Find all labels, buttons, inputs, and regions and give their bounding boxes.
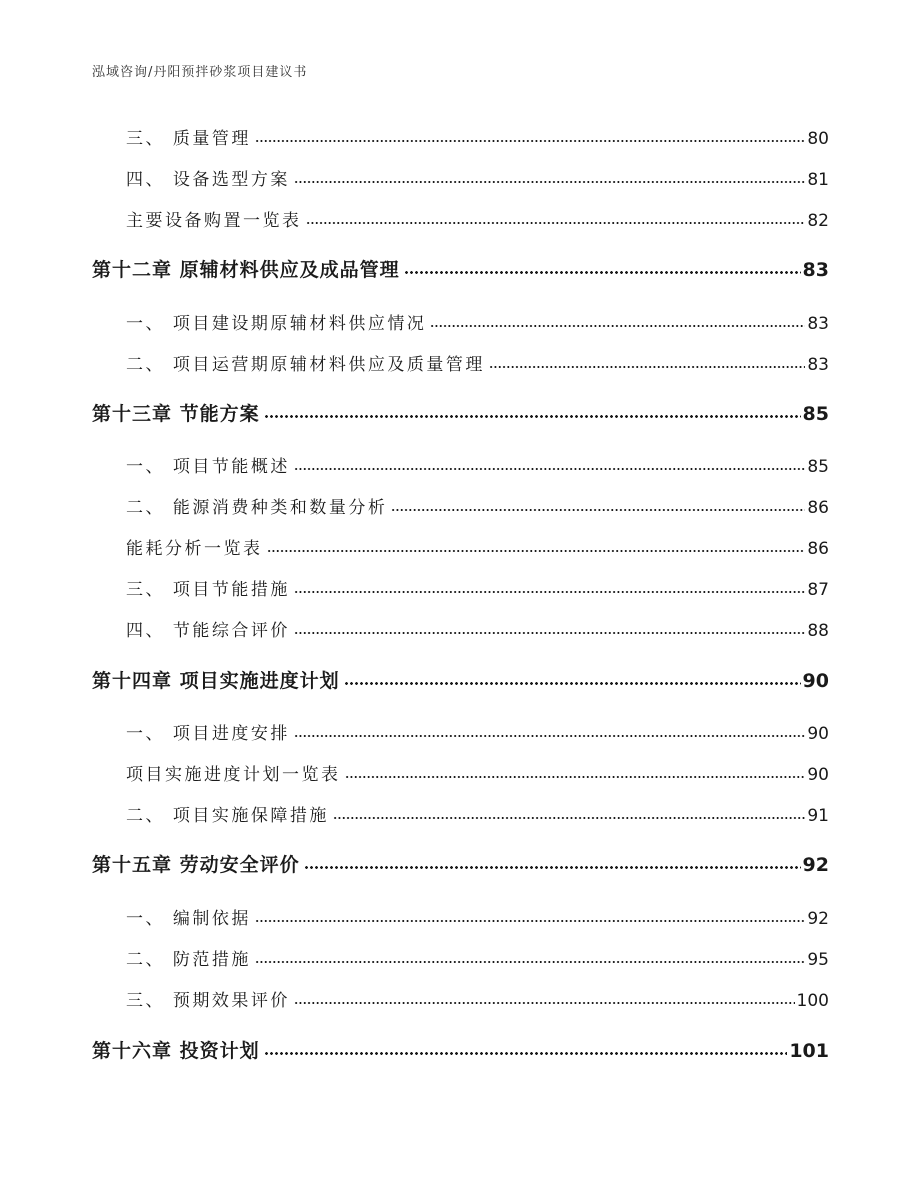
toc-entry[interactable] [126, 206, 829, 231]
toc-entry-page: 81 [807, 170, 829, 190]
toc-entry[interactable] [126, 309, 829, 334]
toc-chapter-entry[interactable] [92, 1036, 829, 1063]
dot-leader [391, 508, 805, 512]
toc-chapter-title: 第十二章 原辅材料供应及成品管理 [92, 259, 400, 281]
dot-leader [255, 919, 805, 923]
toc-chapter-title: 第十三章 节能方案 [92, 403, 260, 425]
toc-entry-page: 82 [807, 211, 829, 231]
toc-entry-page: 83 [807, 314, 829, 334]
toc-entry[interactable] [126, 719, 829, 744]
toc-entry[interactable] [126, 493, 829, 518]
toc-entry-page: 88 [807, 621, 829, 641]
toc-entry-title: 二、 防范措施 [126, 950, 251, 970]
toc-entry[interactable] [126, 452, 829, 477]
toc-entry-page: 95 [807, 950, 829, 970]
dot-leader [404, 270, 801, 275]
dot-leader [294, 734, 805, 738]
toc-entry-title: 项目实施进度计划一览表 [126, 765, 341, 785]
toc-entry-page: 85 [807, 457, 829, 477]
toc-chapter-page: 90 [802, 670, 829, 692]
toc-entry-title: 三、 质量管理 [126, 129, 251, 149]
toc-chapter-page: 101 [789, 1040, 829, 1062]
toc-entry-title: 主要设备购置一览表 [126, 211, 302, 231]
toc-entry-title: 四、 节能综合评价 [126, 621, 290, 641]
toc-entry-title: 二、 项目运营期原辅材料供应及质量管理 [126, 355, 485, 375]
toc-entry-title: 二、 项目实施保障措施 [126, 806, 329, 826]
toc-chapter-entry[interactable] [92, 399, 829, 426]
toc-entry-page: 91 [807, 806, 829, 826]
toc-entry-title: 能耗分析一览表 [126, 539, 263, 559]
dot-leader [267, 549, 806, 553]
dot-leader [264, 1051, 788, 1056]
toc-entry-page: 92 [807, 909, 829, 929]
toc-chapter-page: 83 [802, 259, 829, 281]
toc-entry[interactable] [126, 534, 829, 559]
toc-entry-title: 一、 编制依据 [126, 909, 251, 929]
toc-entry-page: 80 [807, 129, 829, 149]
dot-leader [304, 865, 801, 870]
dot-leader [344, 681, 801, 686]
toc-entry-page: 87 [807, 580, 829, 600]
toc-entry[interactable] [126, 904, 829, 929]
toc-entry-page: 86 [807, 498, 829, 518]
toc-chapter-entry[interactable] [92, 255, 829, 282]
toc-entry-page: 86 [807, 539, 829, 559]
toc-entry[interactable] [126, 986, 829, 1011]
toc-entry-title: 四、 设备选型方案 [126, 170, 290, 190]
toc-entry-title: 一、 项目建设期原辅材料供应情况 [126, 314, 427, 334]
toc-entry-page: 83 [807, 355, 829, 375]
toc-entry-page: 100 [796, 991, 829, 1011]
toc-entry-page: 90 [807, 765, 829, 785]
toc-entry-title: 二、 能源消费种类和数量分析 [126, 498, 388, 518]
toc-chapter-title: 第十五章 劳动安全评价 [92, 854, 300, 876]
toc-chapter-entry[interactable] [92, 850, 829, 877]
dot-leader [294, 180, 805, 184]
toc-entry[interactable] [126, 945, 829, 970]
dot-leader [333, 816, 805, 820]
dot-leader [255, 139, 805, 143]
dot-leader [294, 1001, 795, 1005]
toc-entry[interactable] [126, 165, 829, 190]
toc-entry-title: 一、 项目节能概述 [126, 457, 290, 477]
dot-leader [430, 324, 805, 328]
toc-entry-title: 一、 项目进度安排 [126, 724, 290, 744]
toc-chapter-title: 第十六章 投资计划 [92, 1040, 260, 1062]
dot-leader [294, 590, 805, 594]
toc-entry[interactable] [126, 575, 829, 600]
toc-chapter-title: 第十四章 项目实施进度计划 [92, 670, 340, 692]
toc-chapter-entry[interactable] [92, 666, 829, 693]
dot-leader [489, 365, 805, 369]
toc-entry-title: 三、 项目节能措施 [126, 580, 290, 600]
dot-leader [294, 467, 805, 471]
toc-entry-page: 90 [807, 724, 829, 744]
dot-leader [345, 775, 806, 779]
toc-chapter-page: 85 [802, 403, 829, 425]
toc-entry[interactable] [126, 760, 829, 785]
toc-entry[interactable] [126, 616, 829, 641]
toc-entry[interactable] [126, 350, 829, 375]
toc-chapter-page: 92 [802, 854, 829, 876]
toc-entry[interactable] [126, 801, 829, 826]
dot-leader [255, 960, 805, 964]
page-header: 泓域咨询/丹阳预拌砂浆项目建议书 [92, 65, 308, 80]
dot-leader [294, 631, 805, 635]
dot-leader [306, 221, 806, 225]
dot-leader [264, 414, 801, 419]
toc-entry[interactable] [126, 124, 829, 149]
toc-entry-title: 三、 预期效果评价 [126, 991, 290, 1011]
